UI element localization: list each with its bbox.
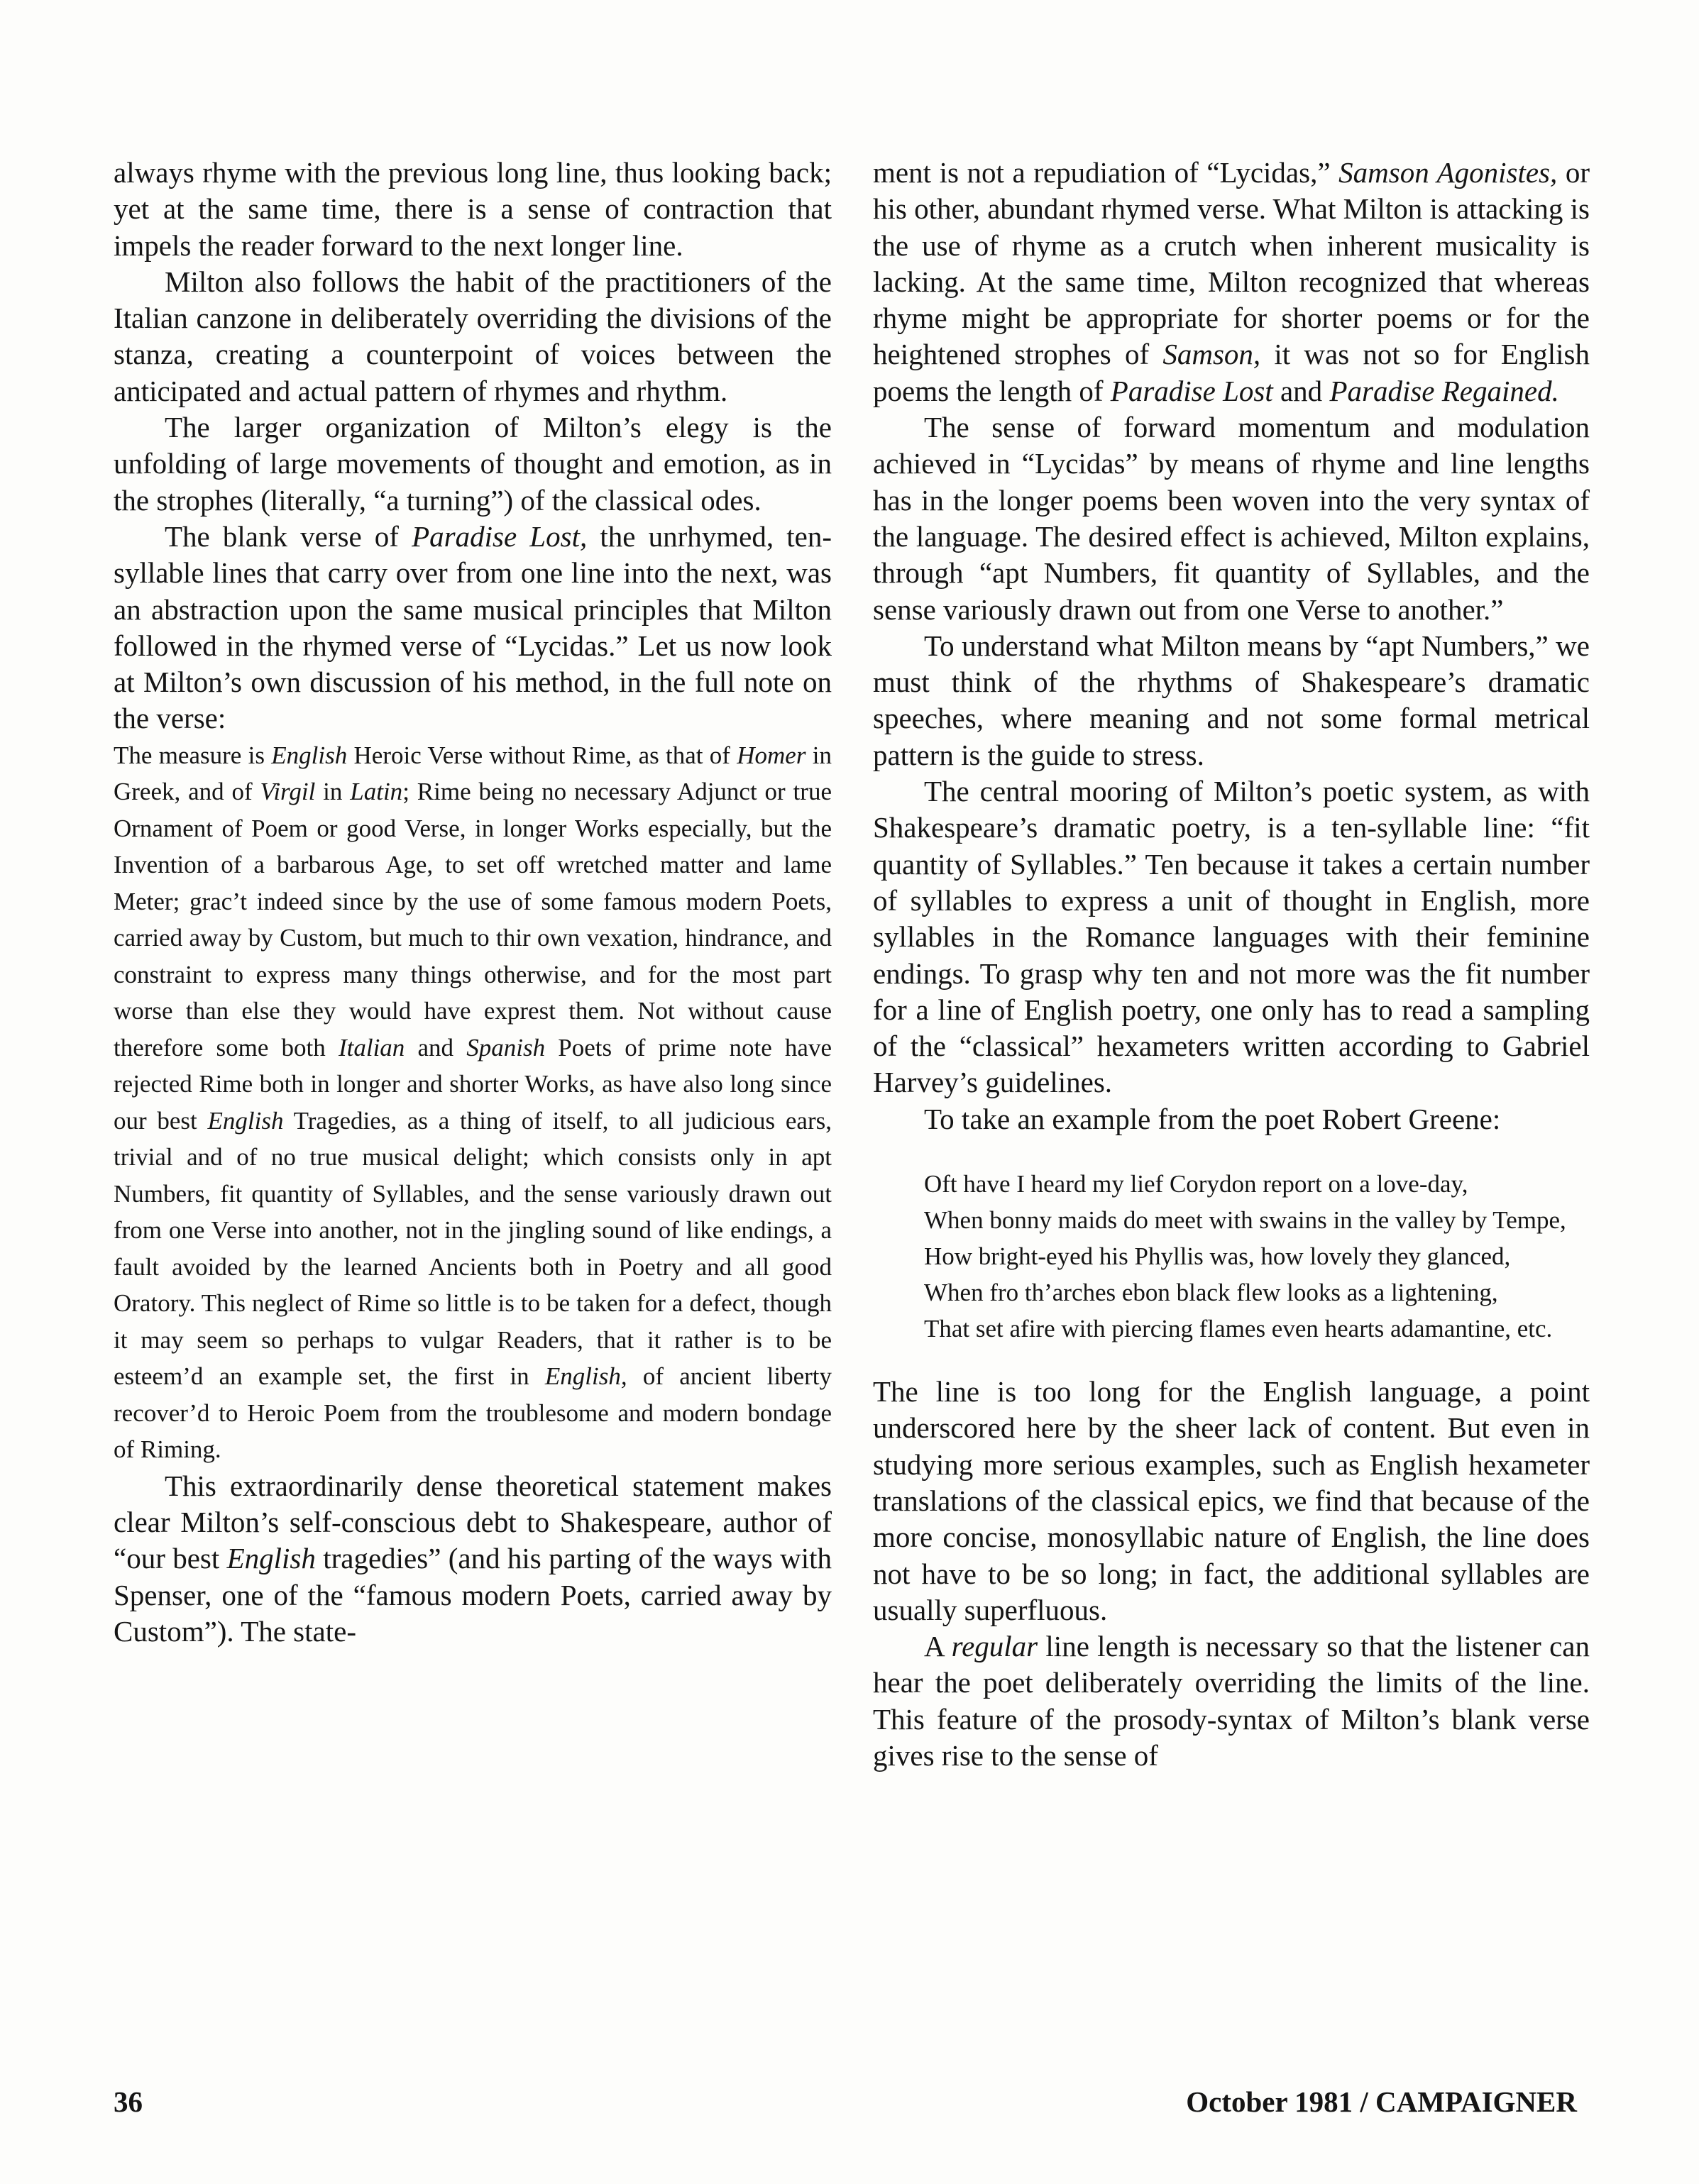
verse-line: How bright-eyed his Phyllis was, how lovely they glanced, [924, 1242, 1511, 1271]
paragraph: The line is too long for the English language, a point underscored here by the sheer lack of content. But even in studying more serious examples, such as English hexameter translations of the classical epics, we find that because of the more concise, monosyllabic nature of English, the line does not have to be so long; in fact, the additional syllables are usually superfluous. [873, 1375, 1590, 1626]
italic-title: Samson, [1162, 338, 1261, 371]
italic-word: Virgil [260, 778, 316, 806]
text-run: A [924, 1630, 952, 1663]
italic-title: Paradise Lost, [412, 519, 588, 553]
italic-word: English [207, 1106, 284, 1135]
paragraph: To understand what Milton means by “apt Numbers,” we must think of the rhythms of Shakespeare’s dramatic speeches, where meaning and not some formal metrical pattern is the guide to stress. [873, 629, 1590, 771]
verse-line: When bonny maids do meet with swains in the valley by Tempe, [924, 1206, 1566, 1235]
text-run: in Greek, and of [114, 741, 832, 806]
italic-title: Samson Agonistes, [1338, 156, 1558, 189]
italic-title: Paradise Lost [1110, 374, 1273, 407]
right-column [873, 155, 1590, 1774]
paragraph [114, 519, 832, 737]
paragraph: Milton also follows the habit of the practitioners of the Italian canzone in deliberately overriding the divisions of the stanza, creating a counterpoint of voices between the anticipated and actual pattern of rhymes and rhythm. [114, 265, 832, 407]
verse-line: That set afire with piercing flames even hearts adamantine, etc. [924, 1315, 1553, 1343]
italic-word: regular [951, 1630, 1038, 1663]
text-run: and [1272, 374, 1330, 407]
italic-word: Italian [338, 1033, 405, 1061]
text-run: of ancient liberty recover’d to Heroic Poem from the troublesome and modern bondage of Riming. [114, 1362, 832, 1464]
italic-title: Paradise Regained. [1329, 374, 1559, 407]
paragraph [873, 1628, 1590, 1774]
running-footer-title: October 1981 / CAMPAIGNER [1186, 2085, 1577, 2118]
text-run: Tragedies, as a thing of itself, to all judicious ears, trivial and of no true musical delight; which consists only in apt Numbers, fit quantity of Syllables, and the sense variously drawn out from one Verse into another, not in the jingling sound of like endings, a fault avoided by the learned Ancients both in Poetry and all good Oratory. This neglect of Rime so little is to be taken for a defect, though it may seem so perhaps to vulgar Readers, that it rather is to be esteem’d an example set, the first in [114, 1106, 832, 1391]
text-run: and [405, 1033, 467, 1061]
page-number: 36 [114, 2085, 143, 2118]
text-run: The blank verse of [165, 519, 412, 553]
italic-word: Homer [737, 741, 806, 769]
paragraph [873, 155, 1590, 409]
paragraph: The central mooring of Milton’s poetic system, as with Shakespeare’s dramatic poetry, is a ten-syllable line: “fit quantity of Syllables.” Ten because it takes a certain number of syllables to express a unit of thought in English, more syllables in the Romance languages with their feminine endings. To grasp why ten and not more was the fit number for a line of English poetry, one only has to read a sampling of the “classical” hexameters written according to Gabriel Harvey’s guidelines. [873, 775, 1590, 1099]
italic-word: English [271, 741, 348, 769]
verse-quotation [924, 1166, 1590, 1347]
verse-line: Oft have I heard my lief Corydon report on a love-day, [924, 1170, 1468, 1198]
italic-word: English [226, 1542, 316, 1575]
text-run: tragedies” (and his parting of the ways with Spenser, one of the “famous modern Poets, carried away by Custom”). The state- [114, 1542, 832, 1648]
text-run: Heroic Verse without Rime, as that of [347, 741, 737, 769]
text-run: line length is necessary so that the listener can hear the poet deliberately overriding the limits of the line. This feature of the prosody-syntax of Milton’s blank verse gives rise to the sense of [873, 1630, 1590, 1772]
left-column [114, 155, 832, 1650]
italic-word: Latin [350, 778, 403, 806]
text-run: the unrhymed, ten-syllable lines that carry over from one line into the next, was an abstraction upon the same musical principles that Milton followed in the rhymed verse of “Lycidas.” Let us now look at Milton’s own discussion of his method, in the full note on the verse: [114, 519, 832, 735]
text-run: Poets of prime note have rejected Rime both in longer and shorter Works, as have also long since our best [114, 1033, 832, 1135]
verse-line: When fro th’arches ebon black flew looks as a lightening, [924, 1279, 1498, 1307]
text-run: The measure is [114, 741, 272, 769]
text-run: This extraordinarily dense theoretical statement makes clear Milton’s self-conscious debt to Shakespeare, author of “our best [114, 1469, 832, 1575]
text-run: or his other, abundant rhymed verse. What Milton is attacking is the use of rhyme as a crutch when inherent musicality is lacking. At the same time, Milton recognized that whereas rhyme might be appropriate for shorter poems or for the heightened strophes of [873, 156, 1590, 371]
italic-word: English, [544, 1362, 627, 1391]
text-run: it was not so for English poems the length of [873, 338, 1590, 407]
block-quote [114, 737, 832, 1468]
text-run: in [315, 778, 351, 806]
text-run: ; Rime being no necessary Adjunct or true Ornament of Poem or good Verse, in longer Works especially, but the Invention of a barbarous Age, to set off wretched matter and lame Meter; grac’t indeed since by the use of some famous modern Poets, carried away by Custom, but much to thir own vexation, hindrance, and constraint to express many things otherwise, and for the most part worse than else they would have exprest them. Not without cause therefore some both [114, 778, 832, 1061]
italic-word: Spanish [466, 1033, 546, 1061]
paragraph: The larger organization of Milton’s elegy is the unfolding of large movements of thought and emotion, as in the strophes (literally, “a turning”) of the classical odes. [114, 411, 832, 517]
paragraph: always rhyme with the previous long line, thus looking back; yet at the same time, there is a sense of contraction that impels the reader forward to the next longer line. [114, 156, 832, 262]
paragraph: To take an example from the poet Robert Greene: [924, 1102, 1501, 1135]
paragraph [114, 1468, 832, 1650]
text-run: ment is not a repudiation of “Lycidas,” [873, 156, 1339, 189]
paragraph: The sense of forward momentum and modulation achieved in “Lycidas” by means of rhyme and line lengths has in the longer poems been woven into the very syntax of the language. The desired effect is achieved, Milton explains, through “apt Numbers, fit quantity of Syllables, and the sense variously drawn out from one Verse to another.” [873, 411, 1590, 626]
